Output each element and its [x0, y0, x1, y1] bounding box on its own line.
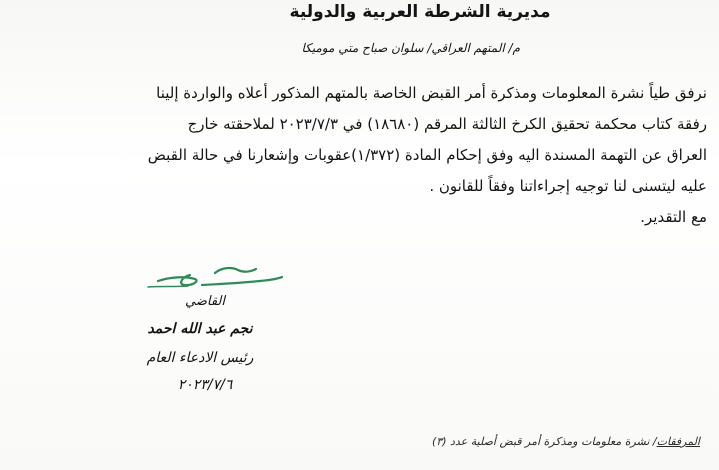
body-line: عليه ليتسنى لنا توجيه إجراءاتنا وفقاً للقانون . — [429, 177, 707, 195]
document-subject: م/ المتهم العراقي/ سلوان صباح متي موميكا — [301, 41, 520, 55]
body-line: العراق عن التهمة المسندة اليه وفق إحكام المادة (١/٣٧٢)عقوبات وإشعارنا في حالة القبض — [147, 146, 707, 164]
document-body — [57, 78, 707, 202]
attachments-note — [195, 435, 700, 448]
document-header: مديرية الشرطة العربية والدولية — [289, 2, 551, 22]
body-line: رفقة كتاب محكمة تحقيق الكرخ الثالثة المرقم (١٨٦٨٠) في ٢٠٢٣/٧/٣ لملاحقته خارج — [187, 115, 707, 133]
judge-title: القاضي — [185, 294, 225, 309]
closing-regards: مع التقدير. — [640, 208, 707, 226]
judge-position: رئيس الادعاء العام — [146, 350, 254, 366]
handwritten-signature — [140, 255, 290, 295]
attachments-label: المرفقات — [656, 435, 700, 448]
document-date: ٢٠٢٣/٧/٦ — [177, 377, 233, 393]
attachments-text: / نشرة معلومات ومذكرة أمر قبض أصلية عدد (٣) — [431, 435, 657, 448]
body-line: نرفق طياً نشرة المعلومات ومذكرة أمر القبض الخاصة بالمتهم المذكور أعلاه والواردة إلينا — [156, 84, 707, 102]
judge-name: نجم عبد الله احمد — [147, 321, 253, 337]
